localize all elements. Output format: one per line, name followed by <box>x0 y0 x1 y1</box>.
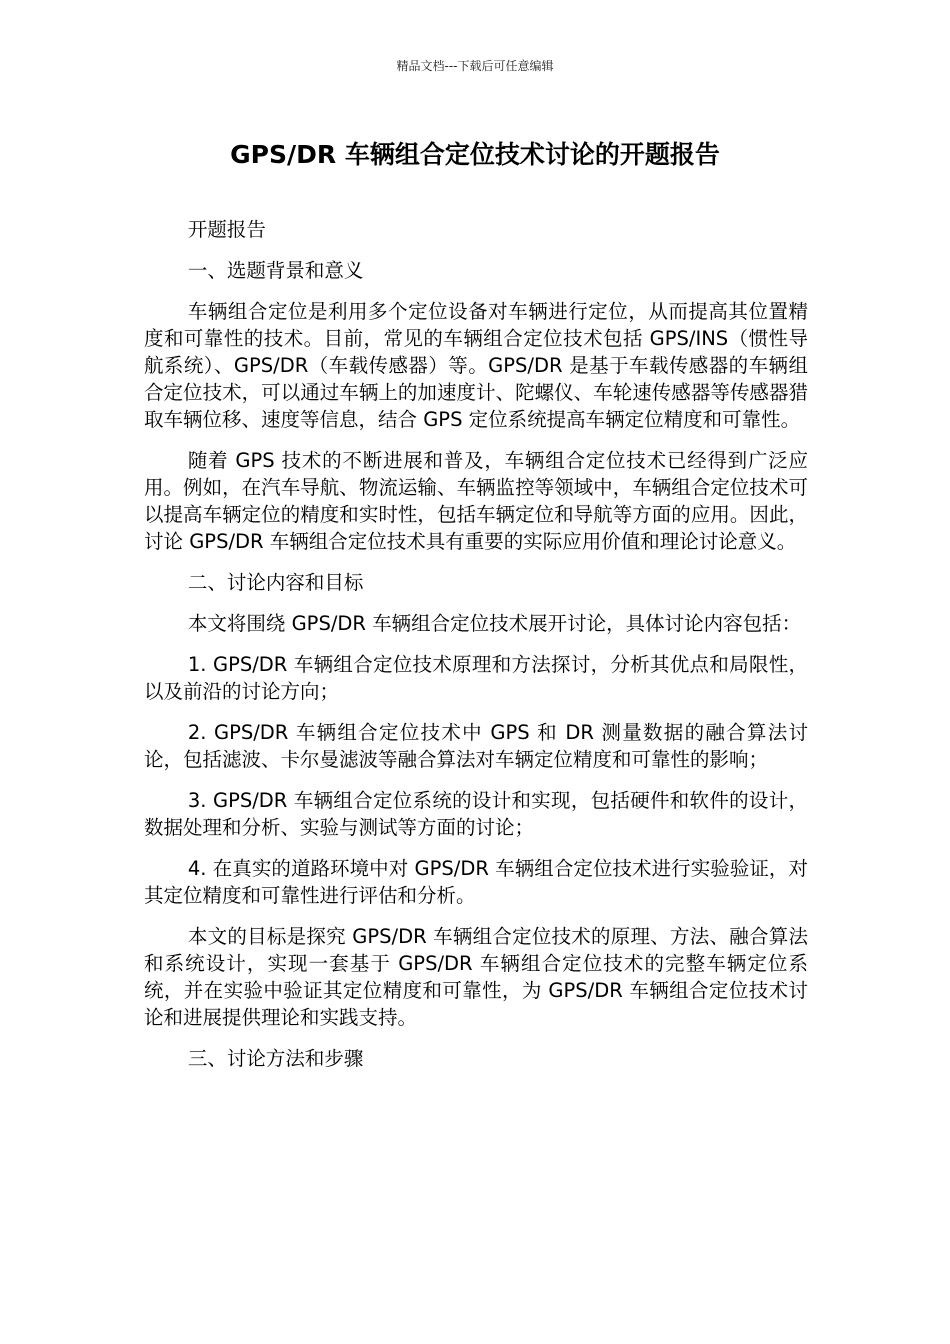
paragraph-background-1: 车辆组合定位是利用多个定位设备对车辆进行定位，从而提高其位置精度和可靠性的技术。目前，常见的车辆组合定位技术包括 GPS/INS（惯性导航系统）、GPS/DR（车载传感器）等。GPS/DR 是基于车载传感器的车辆组合定位技术，可以通过车辆上的加速度计、陀螺仪、车轮速传感器等传感器猎取车辆位移、速度等信息，结合 GPS 定位系统提高车辆定位精度和可靠性。 <box>144 300 808 431</box>
section-heading-content-goals: 二、讨论内容和目标 <box>187 571 364 594</box>
section-heading-methods: 三、讨论方法和步骤 <box>187 1047 364 1070</box>
section-label-report: 开题报告 <box>187 218 266 241</box>
section-heading-background: 一、选题背景和意义 <box>187 259 364 282</box>
list-item-2: 2. GPS/DR 车辆组合定位技术中 GPS 和 DR 测量数据的融合算法讨论，包括滤波、卡尔曼滤波等融合算法对车辆定位精度和可靠性的影响； <box>144 721 808 771</box>
document-body <box>144 216 808 1086</box>
list-item-4: 4. 在真实的道路环境中对 GPS/DR 车辆组合定位技术进行实验验证，对其定位精度和可靠性进行评估和分析。 <box>144 857 808 907</box>
paragraph-goals: 本文的目标是探究 GPS/DR 车辆组合定位技术的原理、方法、融合算法和系统设计，实现一套基于 GPS/DR 车辆组合定位技术的完整车辆定位系统，并在实验中验证其定位精度和可靠性，为 GPS/DR 车辆组合定位技术讨论和进展提供理论和实践支持。 <box>144 925 808 1029</box>
list-item-3: 3. GPS/DR 车辆组合定位系统的设计和实现，包括硬件和软件的设计，数据处理和分析、实验与测试等方面的讨论； <box>144 789 808 839</box>
paragraph-content-intro: 本文将围绕 GPS/DR 车辆组合定位技术展开讨论，具体讨论内容包括： <box>187 612 802 635</box>
paragraph-background-2: 随着 GPS 技术的不断进展和普及，车辆组合定位技术已经得到广泛应用。例如，在汽车导航、物流运输、车辆监控等领域中，车辆组合定位技术可以提高车辆定位的精度和实时性，包括车辆定位和导航等方面的应用。因此，讨论 GPS/DR 车辆组合定位技术具有重要的实际应用价值和理论讨论意义。 <box>144 449 808 553</box>
page-header-watermark: 精品文档---下载后可任意编辑 <box>396 59 554 73</box>
list-item-1: 1. GPS/DR 车辆组合定位技术原理和方法探讨，分析其优点和局限性，以及前沿的讨论方向； <box>144 653 808 703</box>
document-title: GPS/DR 车辆组合定位技术讨论的开题报告 <box>230 140 720 169</box>
